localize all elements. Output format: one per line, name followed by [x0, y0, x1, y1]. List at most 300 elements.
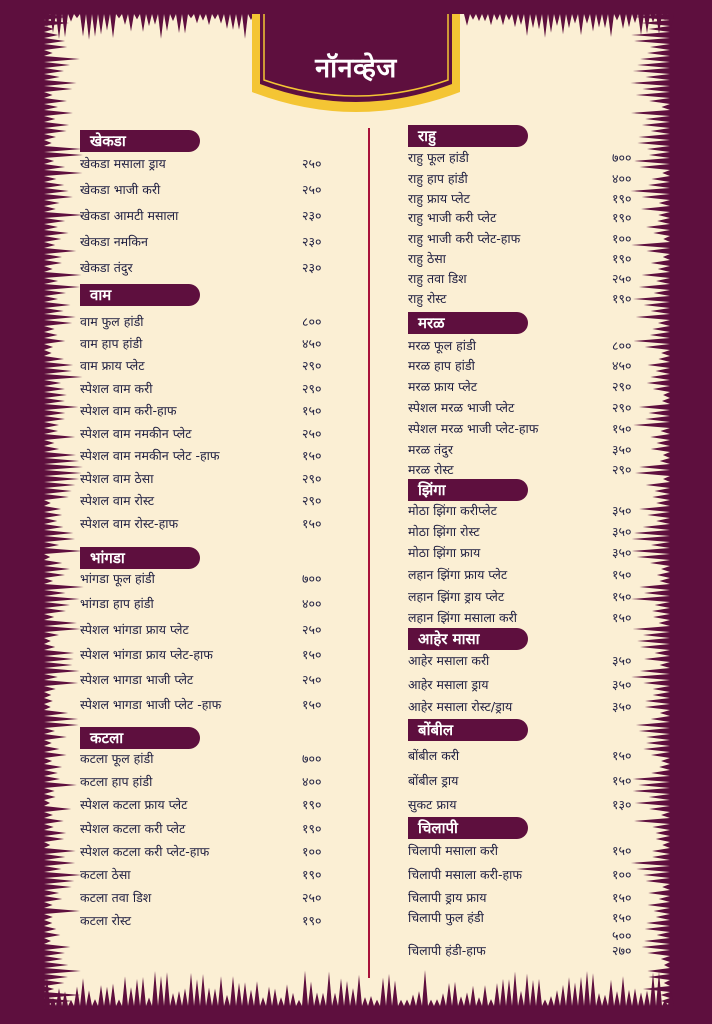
edge-spike	[651, 542, 670, 548]
edge-spike	[630, 188, 670, 194]
edge-spike	[639, 506, 670, 512]
edge-spike	[44, 416, 65, 422]
menu-item-name: स्पेशल कटला करी प्लेट	[80, 821, 186, 836]
edge-spike	[44, 680, 78, 686]
edge-spike	[661, 812, 670, 818]
edge-spike	[44, 374, 82, 380]
edge-spike	[649, 806, 670, 812]
edge-spike	[651, 716, 670, 722]
edge-spike	[494, 14, 500, 20]
menu-item-name: कटला फूल हांडी	[80, 751, 154, 766]
edge-spike	[650, 44, 670, 50]
menu-item-price: २९०	[302, 358, 322, 373]
edge-spike	[368, 996, 374, 1006]
edge-spike	[632, 548, 670, 554]
edge-spike	[554, 14, 560, 26]
edge-spike	[643, 746, 670, 752]
edge-spike	[656, 830, 670, 836]
edge-spike	[320, 993, 326, 1006]
edge-spike	[44, 320, 72, 326]
menu-item-price: ४००	[612, 171, 632, 186]
edge-spike	[632, 988, 638, 1006]
edge-spike	[44, 398, 65, 404]
edge-spike	[44, 848, 76, 854]
edge-spike	[44, 146, 82, 152]
edge-spike	[44, 692, 51, 698]
edge-spike	[44, 938, 51, 944]
right-section-header: झिंगा	[408, 479, 528, 501]
right-section-header: राहु	[408, 125, 528, 147]
edge-spike	[98, 14, 104, 35]
edge-spike	[44, 122, 69, 128]
edge-spike	[494, 983, 500, 1006]
edge-spike	[635, 800, 670, 806]
menu-item-name: भांगडा हाप हांडी	[80, 596, 154, 611]
menu-item-name: चिलापी ड्राय फ्राय	[408, 890, 487, 905]
menu-item-price: १५०	[302, 697, 322, 712]
menu-item-price: १५०	[302, 448, 322, 463]
edge-spike	[44, 248, 76, 254]
edge-spike	[44, 728, 55, 734]
menu-item-price: २५०	[612, 271, 632, 286]
edge-spike	[386, 974, 392, 1006]
edge-spike	[44, 668, 80, 674]
edge-spike	[633, 776, 670, 782]
menu-item-name: वाम फुल हांडी	[80, 314, 144, 329]
edge-spike	[242, 14, 248, 39]
edge-spike	[284, 984, 290, 1006]
menu-item-price: ८००	[302, 314, 322, 329]
edge-spike	[661, 758, 670, 764]
edge-spike	[648, 902, 670, 908]
edge-spike	[663, 476, 670, 482]
edge-spike	[637, 140, 670, 146]
edge-spike	[44, 944, 70, 950]
edge-spike	[44, 308, 64, 314]
edge-spike	[633, 422, 670, 428]
edge-spike	[422, 970, 428, 1006]
edge-spike	[633, 296, 670, 302]
edge-spike	[104, 987, 110, 1006]
edge-spike	[98, 985, 104, 1006]
edge-spike	[548, 996, 554, 1006]
edge-spike	[158, 14, 164, 39]
menu-item-name: वाम फ्राय प्लेट	[80, 358, 145, 373]
edge-spike	[652, 494, 670, 500]
edge-spike	[657, 218, 670, 224]
edge-spike	[182, 988, 188, 1006]
edge-spike	[649, 794, 670, 800]
edge-spike	[651, 752, 670, 758]
edge-spike	[634, 530, 670, 536]
menu-item-price: ३५०	[612, 653, 632, 668]
edge-spike	[638, 14, 644, 35]
edge-spike	[200, 974, 206, 1006]
edge-spike	[230, 14, 236, 30]
menu-item-price: २९०	[302, 493, 322, 508]
edge-spike	[92, 999, 98, 1006]
edge-spike	[645, 416, 670, 422]
edge-spike	[44, 860, 75, 866]
menu-item-price: १५०	[612, 421, 632, 436]
edge-spike	[634, 158, 670, 164]
edge-spike	[110, 984, 116, 1006]
edge-spike	[649, 98, 670, 104]
edge-spike	[634, 338, 670, 344]
edge-spike	[146, 14, 152, 26]
edge-spike	[44, 746, 60, 752]
edge-spike	[645, 344, 670, 350]
edge-spike	[640, 56, 670, 62]
menu-item-name: सुकट फ्राय	[408, 797, 457, 812]
edge-spike	[44, 740, 52, 746]
edge-spike	[638, 993, 644, 1006]
edge-spike	[44, 614, 54, 620]
edge-spike	[464, 14, 470, 26]
edge-spike	[230, 976, 236, 1006]
edge-spike	[646, 920, 670, 926]
edge-spike	[524, 14, 530, 36]
edge-spike	[164, 14, 170, 31]
menu-item-price: ७००	[612, 150, 632, 165]
edge-spike	[648, 362, 670, 368]
edge-spike	[290, 993, 296, 1006]
edge-spike	[44, 644, 55, 650]
edge-spike	[656, 500, 670, 506]
edge-spike	[584, 971, 590, 1006]
edge-spike	[44, 866, 61, 872]
edge-spike	[44, 104, 58, 110]
edge-spike	[661, 992, 670, 998]
edge-spike	[530, 980, 536, 1006]
edge-spike	[656, 836, 670, 842]
edge-spike	[638, 782, 670, 788]
edge-spike	[476, 997, 482, 1006]
edge-spike	[639, 584, 670, 590]
edge-spike	[512, 972, 518, 1006]
edge-spike	[608, 14, 614, 37]
edge-spike	[44, 722, 79, 728]
edge-spike	[44, 872, 82, 878]
edge-spike	[632, 14, 638, 23]
edge-spike	[631, 32, 670, 38]
edge-spike	[488, 999, 494, 1006]
edge-spike	[657, 572, 670, 578]
edge-spike	[646, 734, 670, 740]
edge-spike	[620, 14, 626, 29]
edge-spike	[643, 632, 670, 638]
edge-spike	[642, 86, 670, 92]
menu-item-name: आहेर मसाला करी	[408, 653, 490, 668]
edge-spike	[470, 14, 476, 20]
edge-spike	[80, 14, 86, 37]
edge-spike	[44, 776, 60, 782]
edge-spike	[639, 284, 670, 290]
menu-item-name: राहु फ्राय प्लेट	[408, 191, 470, 206]
menu-item-price: २९०	[302, 381, 322, 396]
edge-spike	[512, 14, 518, 27]
edge-spike	[44, 596, 80, 602]
edge-spike	[602, 995, 608, 1006]
edge-spike	[644, 590, 670, 596]
right-section-header: मरळ	[408, 312, 528, 334]
edge-spike	[640, 644, 670, 650]
edge-spike	[645, 74, 670, 80]
edge-spike	[44, 98, 67, 104]
edge-spike	[636, 92, 670, 98]
edge-spike	[56, 988, 62, 1006]
menu-item-name: मरळ तंदुर	[408, 442, 453, 457]
edge-spike	[663, 392, 670, 398]
edge-spike	[194, 979, 200, 1006]
edge-spike	[542, 14, 548, 38]
edge-spike	[302, 971, 308, 1006]
edge-spike	[170, 14, 176, 21]
edge-spike	[646, 224, 670, 230]
edge-spike	[44, 86, 72, 92]
edge-spike	[356, 975, 362, 1006]
menu-item-price: ३५०	[612, 442, 632, 457]
menu-item-price: १९०	[302, 797, 322, 812]
menu-item-name: कटला ठेसा	[80, 867, 131, 882]
edge-spike	[44, 572, 65, 578]
edge-spike	[631, 596, 670, 602]
edge-spike	[44, 830, 66, 836]
edge-spike	[634, 38, 670, 44]
edge-spike	[44, 278, 58, 284]
edge-spike	[44, 182, 64, 188]
edge-spike	[44, 194, 73, 200]
edge-spike	[642, 194, 670, 200]
edge-spike	[152, 14, 158, 25]
edge-spike	[643, 872, 670, 878]
menu-item-name: स्पेशल वाम रोस्ट-हाफ	[80, 516, 179, 531]
edge-spike	[398, 1000, 404, 1006]
menu-item-name: आहेर मसाला ड्राय	[408, 677, 489, 692]
edge-spike	[657, 932, 670, 938]
edge-spike	[650, 434, 670, 440]
edge-spike	[44, 218, 65, 224]
menu-item-price: २३०	[302, 234, 322, 249]
edge-spike	[614, 14, 620, 20]
menu-item-price: २९०	[612, 379, 632, 394]
menu-item-name: चिलापी मसाला करी	[408, 843, 498, 858]
menu-item-price: २३०	[302, 260, 322, 275]
edge-spike	[659, 200, 670, 206]
edge-spike	[380, 978, 386, 1006]
edge-spike	[44, 290, 66, 296]
edge-spike	[44, 806, 71, 812]
edge-spike	[44, 392, 67, 398]
menu-item-price: १५०	[302, 403, 322, 418]
edge-spike	[656, 914, 670, 920]
edge-spike	[224, 995, 230, 1006]
right-section-header: चिलापी	[408, 817, 528, 839]
edge-spike	[651, 128, 670, 134]
edge-spike	[44, 80, 77, 86]
edge-spike	[631, 242, 670, 248]
edge-spike	[655, 602, 670, 608]
edge-spike	[646, 740, 670, 746]
edge-spike	[44, 608, 66, 614]
edge-spike	[44, 350, 52, 356]
menu-item-price: १५०	[612, 589, 632, 604]
menu-item-price: ३५०	[612, 524, 632, 539]
edge-spike	[44, 74, 60, 80]
edge-spike	[44, 566, 70, 572]
edge-spike	[44, 512, 62, 518]
edge-spike	[236, 983, 242, 1006]
edge-spike	[44, 992, 81, 998]
edge-spike	[560, 14, 566, 34]
edge-spike	[651, 308, 670, 314]
edge-spike	[44, 476, 79, 482]
menu-item-price: १९०	[612, 251, 632, 266]
menu-item-name: बोंबील करी	[408, 748, 460, 763]
edge-spike	[44, 560, 62, 566]
edge-spike	[647, 380, 670, 386]
edge-spike	[590, 973, 596, 1006]
menu-item-price: २९०	[302, 471, 322, 486]
edge-spike	[446, 983, 452, 1006]
edge-spike	[44, 332, 58, 338]
edge-spike	[645, 116, 670, 122]
edge-spike	[44, 758, 52, 764]
edge-spike	[44, 920, 52, 926]
edge-spike	[176, 14, 182, 33]
edge-spike	[663, 236, 670, 242]
edge-spike	[639, 164, 670, 170]
edge-spike	[326, 972, 332, 1006]
menu-item-name: मरळ रोस्ट	[408, 462, 454, 477]
edge-spike	[658, 212, 670, 218]
edge-spike	[506, 14, 512, 20]
edge-spike	[633, 788, 670, 794]
edge-spike	[44, 896, 62, 902]
menu-item-name: स्पेशल कटला करी प्लेट-हाफ	[80, 844, 210, 859]
edge-spike	[134, 14, 140, 19]
edge-spike	[44, 716, 78, 722]
menu-item-name: चिलापी फुल हंडी	[408, 910, 484, 925]
edge-spike	[659, 764, 670, 770]
edge-spike	[44, 296, 58, 302]
edge-spike	[44, 236, 61, 242]
edge-spike	[631, 674, 670, 680]
menu-item-name: मरळ हाप हांडी	[408, 358, 475, 373]
left-section-header: खेकडा	[80, 130, 200, 152]
menu-item-name: राहु हाप हांडी	[408, 171, 468, 186]
edge-spike	[647, 50, 670, 56]
edge-spike	[44, 302, 71, 308]
edge-spike	[44, 386, 65, 392]
edge-spike	[614, 991, 620, 1006]
edge-spike	[194, 14, 200, 23]
edge-spike	[650, 332, 670, 338]
edge-spike	[44, 434, 75, 440]
edge-spike	[206, 14, 212, 25]
edge-spike	[566, 977, 572, 1006]
edge-spike	[44, 812, 53, 818]
edge-spike	[620, 976, 626, 1006]
menu-item-name: स्पेशल कटला फ्राय प्लेट	[80, 797, 188, 812]
menu-item-price: १५०	[612, 843, 632, 858]
edge-spike	[660, 662, 670, 668]
left-section-header: वाम	[80, 284, 200, 306]
edge-spike	[44, 818, 64, 824]
edge-spike	[128, 14, 134, 32]
edge-spike	[44, 734, 67, 740]
edge-spike	[640, 668, 670, 674]
edge-spike	[464, 992, 470, 1006]
edge-spike	[188, 14, 194, 18]
edge-spike	[128, 987, 134, 1006]
edge-spike	[116, 999, 122, 1006]
menu-item-name: स्पेशल भांगडा फ्राय प्लेट-हाफ	[80, 647, 213, 662]
edge-spike	[560, 985, 566, 1006]
edge-spike	[658, 266, 670, 272]
left-section-header: कटला	[80, 727, 200, 749]
menu-item-price: १९०	[302, 913, 322, 928]
edge-spike	[652, 848, 670, 854]
edge-spike	[632, 536, 670, 542]
edge-spike	[44, 656, 74, 662]
edge-spike	[653, 614, 670, 620]
edge-spike	[642, 944, 670, 950]
edge-spike	[637, 638, 670, 644]
edge-spike	[572, 983, 578, 1006]
menu-item-price: १५०	[302, 647, 322, 662]
menu-item-price: २३०	[302, 208, 322, 223]
edge-spike	[626, 990, 632, 1006]
edge-spike	[542, 1000, 548, 1006]
edge-spike	[44, 836, 64, 842]
edge-spike	[639, 728, 670, 734]
edge-spike	[653, 908, 670, 914]
edge-spike	[44, 710, 68, 716]
edge-spike	[578, 14, 584, 35]
edge-spike	[635, 470, 670, 476]
edge-spike	[44, 458, 79, 464]
edge-spike	[44, 908, 80, 914]
edge-spike	[44, 272, 81, 278]
edge-spike	[44, 140, 52, 146]
edge-spike	[44, 638, 51, 644]
edge-spike	[350, 988, 356, 1006]
edge-spike	[44, 764, 62, 770]
edge-spike	[44, 590, 66, 596]
menu-item-name: खेकडा भाजी करी	[80, 182, 161, 197]
edge-spike	[146, 997, 152, 1006]
edge-spike	[110, 14, 116, 38]
edge-spike	[644, 938, 670, 944]
edge-spike	[44, 50, 53, 56]
menu-item-price: १३०	[612, 797, 632, 812]
edge-spike	[44, 782, 77, 788]
edge-spike	[44, 32, 58, 38]
edge-spike	[648, 182, 670, 188]
edge-spike	[44, 134, 56, 140]
edge-spike	[404, 999, 410, 1006]
menu-item-price: ३५०	[612, 699, 632, 714]
menu-item-name: लहान झिंगा मसाला करी	[408, 610, 517, 625]
edge-spike	[44, 884, 72, 890]
edge-spike	[164, 972, 170, 1006]
edge-spike	[44, 344, 53, 350]
edge-spike	[212, 14, 218, 19]
edge-spike	[206, 988, 212, 1006]
edge-spike	[655, 650, 670, 656]
edge-spike	[647, 146, 670, 152]
